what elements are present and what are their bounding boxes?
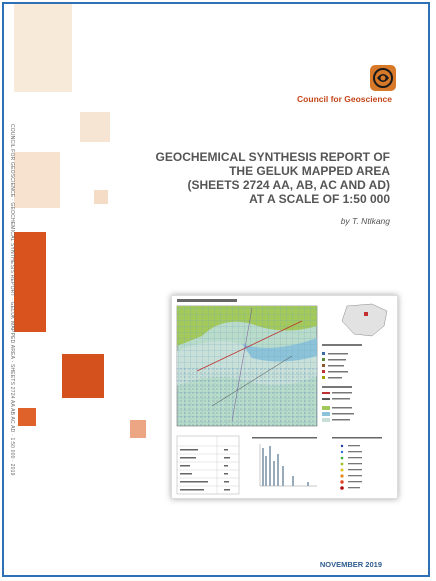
decor-peach-left [14, 152, 60, 208]
author: by T. Ntlkang [340, 216, 390, 226]
title-line-3: (SHEETS 2724 AA, AB, AC AND AD) [187, 178, 390, 192]
map-figure [171, 295, 398, 499]
title-line-1: GEOCHEMICAL SYNTHESIS REPORT OF [155, 150, 390, 164]
organization-name: Council for Geoscience [297, 94, 392, 104]
publication-date: NOVEMBER 2019 [319, 560, 382, 569]
decor-orange-large [14, 232, 46, 332]
decor-orange-small [18, 408, 36, 426]
decor-orange-square [62, 354, 104, 398]
spine-text: COUNCIL FOR GEOSCIENCE · GEOCHEMICAL SYNTHESIS REPORT · GELUK MAPPED AREA · SHEETS 2724 AA AB AC AD · 1:50 000 · 2019 [9, 124, 15, 476]
decor-peach-mid [80, 112, 110, 142]
cover-page [2, 2, 430, 577]
decor-peach-right [130, 420, 146, 438]
title-line-4: AT A SCALE OF 1:50 000 [249, 192, 390, 206]
report-title [130, 150, 390, 206]
geochemical-map-image [172, 296, 397, 498]
decor-peach-top [14, 4, 72, 92]
council-logo [366, 64, 400, 92]
title-line-2: THE GELUK MAPPED AREA [229, 164, 390, 178]
decor-peach-small [94, 190, 108, 204]
